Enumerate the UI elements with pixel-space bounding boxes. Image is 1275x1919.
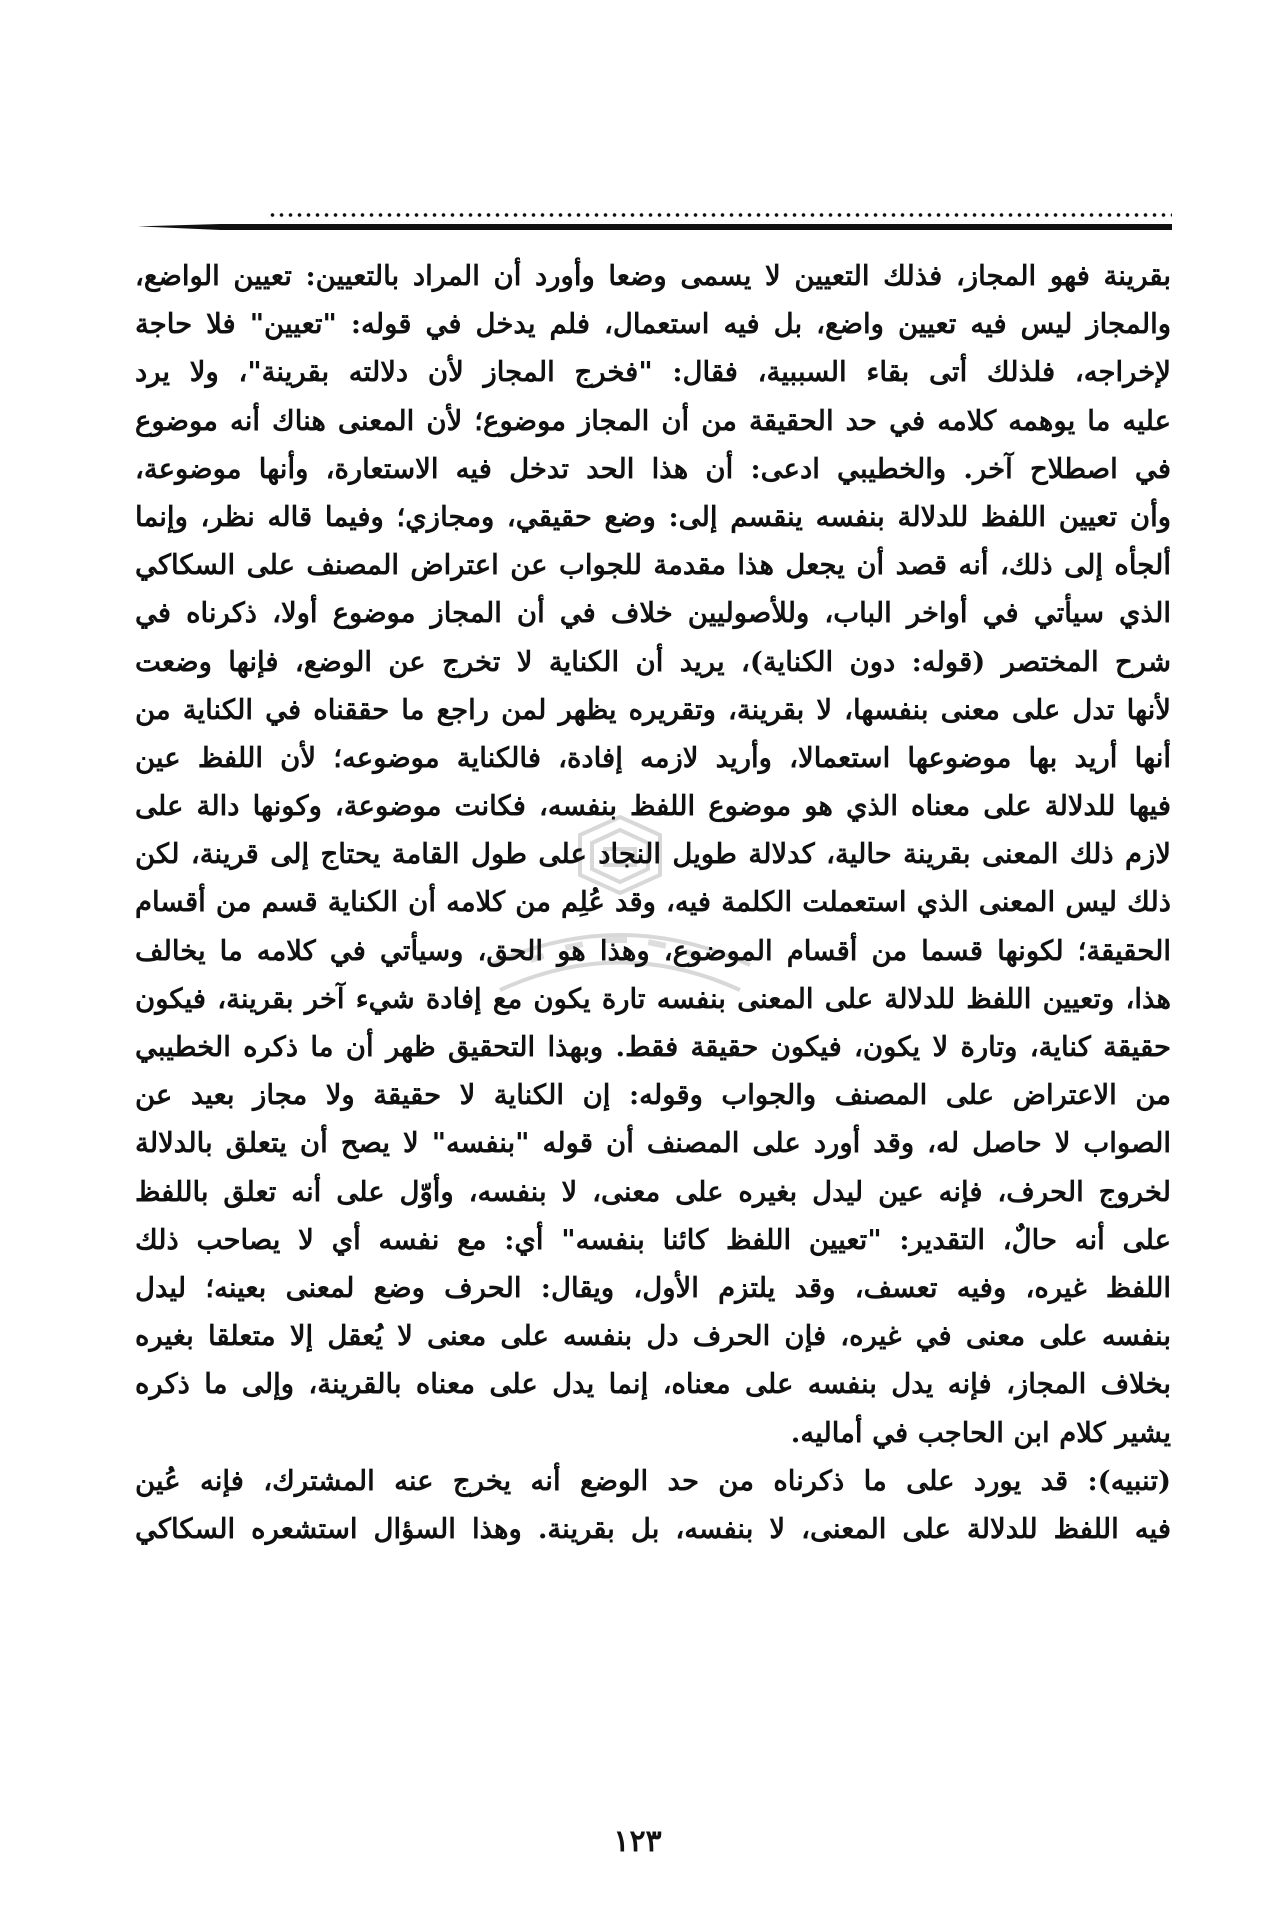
text-line: ذلك ليس المعنى الذي استعملت الكلمة فيه، وقد عُلِم من كلامه أن الكناية قسم من أقسام [135, 886, 1171, 919]
text-line: في اصطلاح آخر. والخطيبي ادعى: أن هذا الحد تدخل فيه الاستعارة، وأنها موضوعة، [135, 452, 1171, 485]
note-paragraph [135, 1457, 1171, 1505]
text-line: وأن تعيين اللفظ للدلالة بنفسه ينقسم إلى: وضع حقيقي، ومجازي؛ وفيما قاله نظر، وإنما [135, 500, 1171, 533]
text-line: عليه ما يوهمه كلامه في حد الحقيقة من أن المجاز موضوع؛ لأن المعنى هناك أنه موضوع [135, 404, 1171, 437]
text-line: بخلاف المجاز، فإنه يدل بنفسه على معناه، إنما يدل على معناه بالقرينة، وإلى ما ذكره [135, 1368, 1171, 1401]
text-line: الحقيقة؛ لكونها قسما من أقسام الموضوع، وهذا هو الحق، وسيأتي في كلامه ما يخالف [135, 934, 1171, 967]
text-line: لازم ذلك المعنى بقرينة حالية، كدلالة طويل النجاد على طول القامة يحتاج إلى قرينة، لكن [135, 838, 1171, 871]
body-text [135, 252, 1171, 1553]
header-dotted-rule [268, 212, 1172, 218]
text-line: الصواب لا حاصل له، وقد أورد على المصنف أن قوله "بنفسه" لا يصح أن يتعلق بالدلالة [135, 1127, 1171, 1160]
text-line: ألجأه إلى ذلك، أنه قصد أن يجعل هذا مقدمة للجواب عن اعتراض المصنف على السكاكي [135, 549, 1171, 582]
text-line: أنها أريد بها موضوعها استعمالا، وأريد لازمه إفادة، فالكناية موضوعه؛ لأن اللفظ عين [135, 741, 1171, 774]
text-line: لأنها تدل على معنى بنفسها، لا بقرينة، وتقريره يظهر لمن راجع ما حققناه في الكناية من [135, 693, 1171, 726]
text-line: والمجاز ليس فيه تعيين واضع، بل فيه استعمال، فلم يدخل في قوله: "تعيين" فلا حاجة [135, 308, 1171, 341]
text-line: لخروج الحرف، فإنه عين ليدل بغيره على معنى، لا بنفسه، وأوّل على أنه تعلق باللفظ [135, 1175, 1171, 1208]
text-line: بنفسه على معنى في غيره، فإن الحرف دل بنفسه على معنى لا يُعقل إلا متعلقا بغيره [135, 1320, 1171, 1353]
text-line: فيها للدلالة على معناه الذي هو موضوع اللفظ بنفسه، فكانت موضوعة، وكونها دالة على [135, 790, 1171, 823]
text-line: من الاعتراض على المصنف والجواب وقوله: إن الكناية لا حقيقة ولا مجاز بعيد عن [135, 1079, 1171, 1112]
text-line: هذا، وتعيين اللفظ للدلالة على المعنى بنفسه تارة يكون مع إفادة شيء آخر بقرينة، فيكون [135, 982, 1171, 1015]
text-line: حقيقة كناية، وتارة لا يكون، فيكون حقيقة فقط. وبهذا التحقيق ظهر أن ما ذكره الخطيبي [135, 1031, 1171, 1063]
text-line: على أنه حالٌ، التقدير: "تعيين اللفظ كائنا بنفسه" أي: مع نفسه أي لا يصاحب ذلك [135, 1223, 1171, 1256]
note-label: (تنبيه): [1087, 1464, 1171, 1497]
note-text-line: فيه اللفظ للدلالة على المعنى، لا بنفسه، بل بقرينة. وهذا السؤال استشعره السكاكي [135, 1512, 1171, 1545]
text-line: بقرينة فهو المجاز، فذلك التعيين لا يسمى وضعا وأورد أن المراد بالتعيين: تعيين الواضع، [135, 260, 1171, 292]
text-line: يشير كلام ابن الحاجب في أماليه. [790, 1416, 1171, 1449]
text-line: اللفظ غيره، وفيه تعسف، وقد يلتزم الأول، ويقال: الحرف وضع لمعنى بعينه؛ ليدل [135, 1271, 1171, 1304]
page-number: ١٢٣ [613, 1824, 662, 1859]
text-line: شرح المختصر (قوله: دون الكناية)، يريد أن الكناية لا تخرج عن الوضع، فإنها وضعت [135, 645, 1171, 678]
header-thick-rule [138, 224, 1172, 230]
text-line: لإخراجه، فلذلك أتى بقاء السببية، فقال: "فخرج المجاز لأن دلالته بقرينة"، ولا يرد [135, 356, 1171, 389]
text-line: الذي سيأتي في أواخر الباب، وللأصوليين خلاف في أن المجاز موضوع أولا، ذكرناه في [135, 597, 1171, 630]
note-text: قد يورد على ما ذكرناه من حد الوضع أنه يخرج عنه المشترك، فإنه عُين [135, 1464, 1088, 1497]
